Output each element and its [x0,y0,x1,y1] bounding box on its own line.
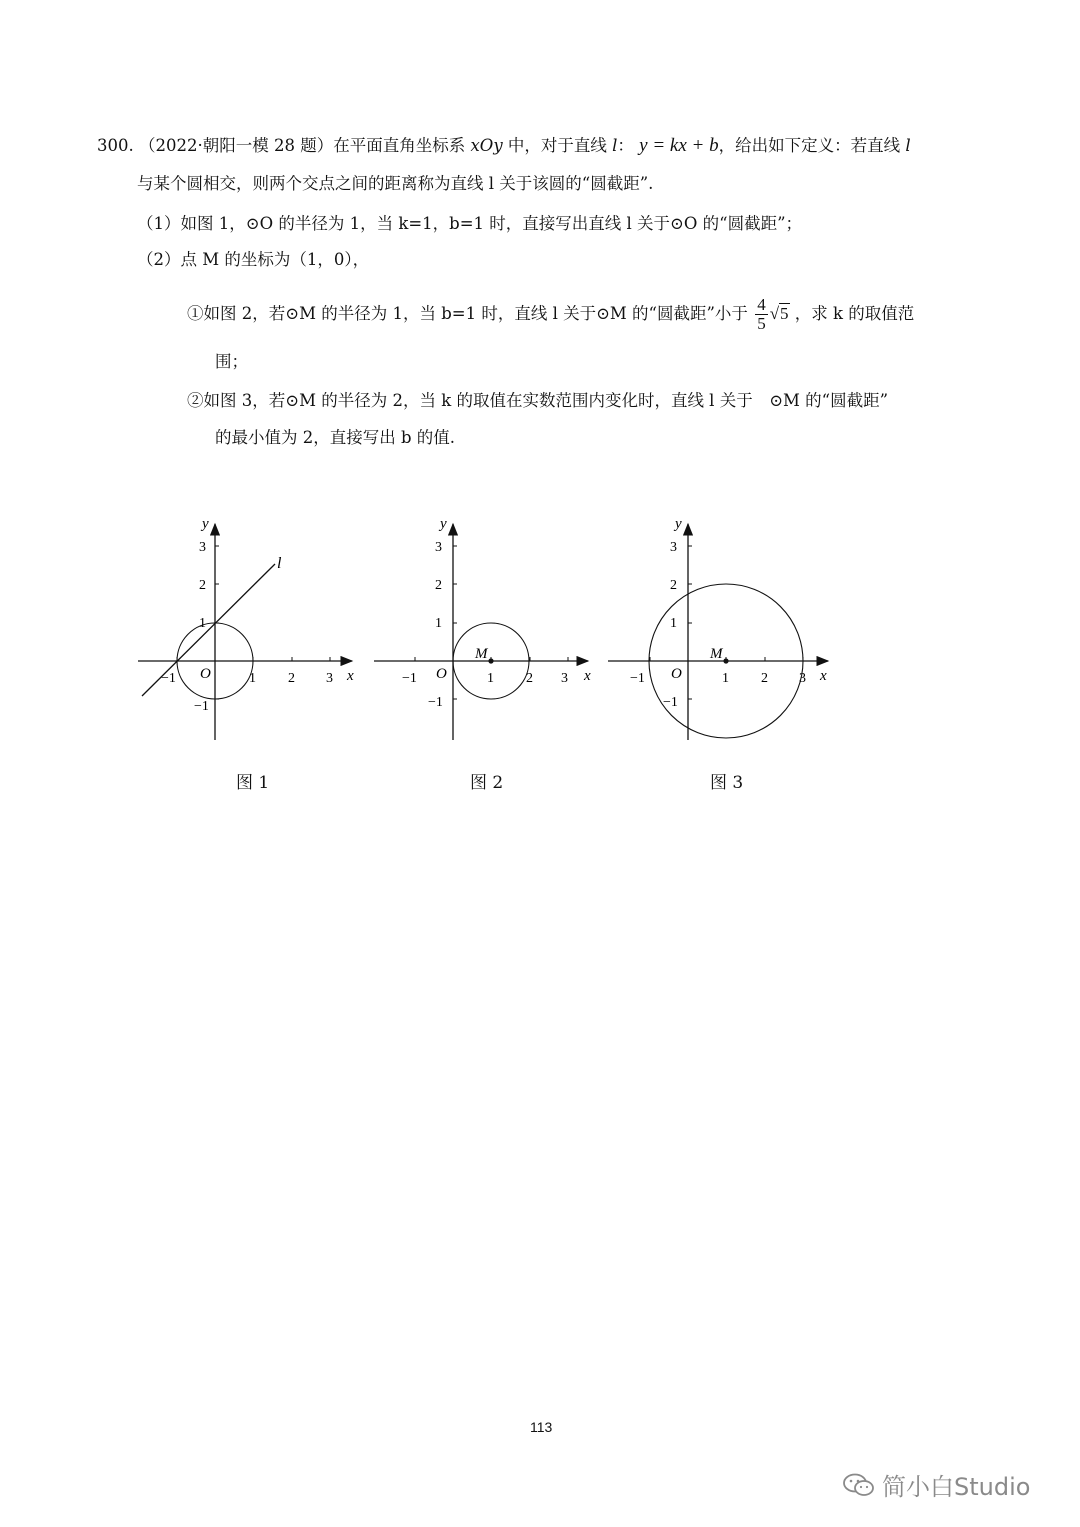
fraction-4-5 [755,296,768,333]
y-tick-2: 2 [435,578,442,593]
x-label: x [820,668,827,684]
coord-system: xOy [470,136,503,155]
x-tick-3: 3 [799,671,806,686]
sqrt-radicand: 5 [780,303,789,323]
y-tick-1: 1 [199,616,206,631]
y-tick-3: 3 [435,540,442,555]
figure-1 [130,510,360,750]
y-tick-1: 1 [435,616,442,631]
line-equation: y = kx + b [639,135,719,156]
sqrt-5 [770,303,790,323]
fraction-numerator: 4 [757,295,766,314]
problem-line-2: 与某个圆相交，则两个交点之间的距离称为直线 l 关于该圆的“圆截距”. [137,174,654,193]
point-m [488,658,493,663]
watermark [842,1467,1030,1502]
y-tick-neg1: −1 [428,695,443,710]
y-tick-neg1: −1 [663,695,678,710]
x-label: x [347,668,354,684]
y-label: y [202,516,209,532]
origin-label: O [436,666,447,682]
sub-question-1 [187,296,914,333]
point-m-label: M [475,646,488,662]
point-m-label: M [710,646,723,662]
x-tick-3: 3 [326,671,333,686]
line-name-2: l [905,136,911,155]
figure-3 [602,510,838,750]
x-label: x [584,668,591,684]
y-tick-2: 2 [670,578,677,593]
wechat-icon [842,1473,876,1497]
y-tick-2: 2 [199,578,206,593]
y-tick-neg1: −1 [194,699,209,714]
y-label: y [440,516,447,532]
x-tick-neg1: −1 [402,671,417,686]
page-number: 113 [530,1419,553,1435]
y-tick-1: 1 [670,616,677,631]
x-tick-2: 2 [288,671,295,686]
x-tick-2: 2 [761,671,768,686]
origin-label: O [200,666,211,682]
x-tick-1: 1 [487,671,494,686]
x-tick-3: 3 [561,671,568,686]
sub1-text-a: ①如图 2，若⊙M 的半径为 1，当 b=1 时，直线 l 关于⊙M 的“圆截距”小于 [187,303,748,323]
fraction-denominator: 5 [757,313,766,333]
y-tick-3: 3 [199,540,206,555]
colon: ： [617,136,634,155]
sub-question-2: ②如图 3，若⊙M 的半径为 2，当 k 的取值在实数范围内变化时，直线 l 关于 ⊙M 的“圆截距” [187,391,889,410]
x-tick-neg1: −1 [630,671,645,686]
x-tick-2: 2 [526,671,533,686]
problem-line-1 [97,136,911,155]
sub-question-2-cont: 的最小值为 2，直接写出 b 的值. [215,428,456,447]
intro-text-c: ，给出如下定义：若直线 [718,136,901,155]
intro-text-a: 在平面直角坐标系 [333,136,466,155]
problem-number: 300. [97,136,134,155]
watermark-text: 简小白Studio [882,1473,1031,1501]
x-tick-1: 1 [722,671,729,686]
figure-1-caption: 图 1 [236,773,270,793]
problem-source: （2022·朝阳一模 28 题） [139,136,334,155]
sqrt-symbol: √ [769,303,780,323]
line-name: l [612,136,618,155]
x-tick-neg1: −1 [161,671,176,686]
part-2: （2）点 M 的坐标为（1，0）， [137,250,370,269]
figure-2-caption: 图 2 [470,773,504,793]
sub1-text-b: ，求 k 的取值范 [794,303,915,323]
figure-2 [366,510,596,750]
intro-text-b: 中，对于直线 [507,136,607,155]
x-tick-1: 1 [249,671,256,686]
sub-question-1-cont: 围； [215,352,248,371]
figure-3-caption: 图 3 [710,773,744,793]
origin-label: O [671,666,682,682]
line-label: l [277,555,282,572]
y-tick-3: 3 [670,540,677,555]
point-m [723,658,728,663]
y-label: y [675,516,682,532]
part-1: （1）如图 1，⊙O 的半径为 1，当 k=1，b=1 时，直接写出直线 l 关于⊙O 的“圆截距”； [137,214,803,233]
